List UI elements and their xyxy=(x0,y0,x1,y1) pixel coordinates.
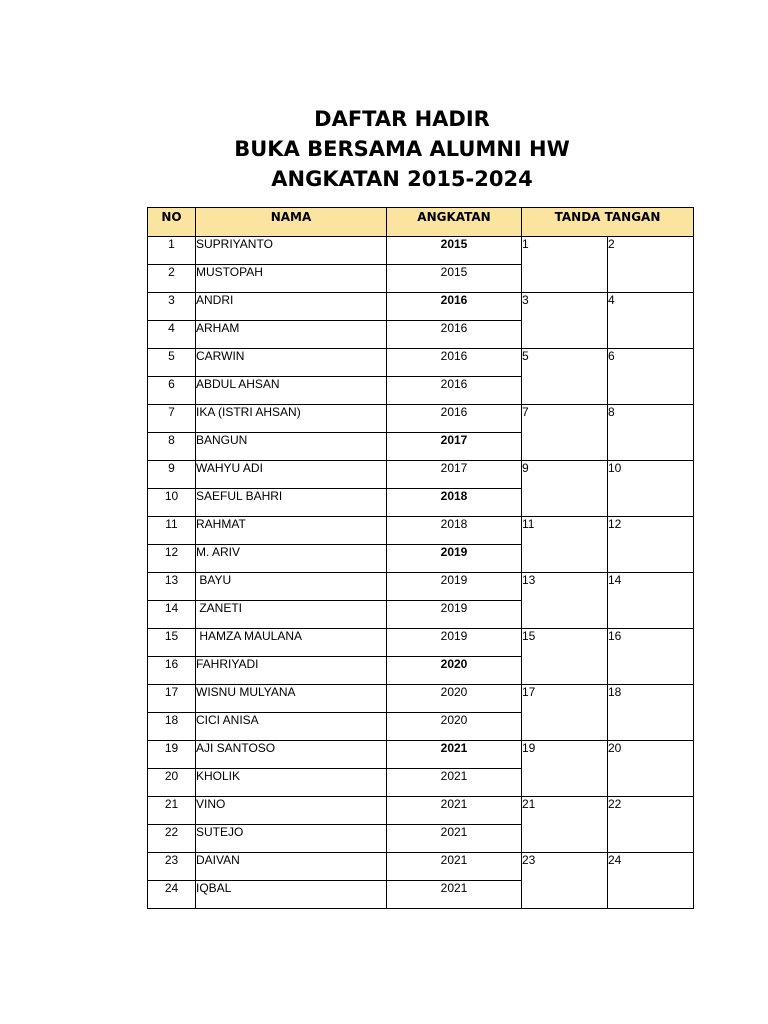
attendee-year: 2021 xyxy=(387,825,522,853)
attendee-name: MUSTOPAH xyxy=(196,265,387,293)
table-row xyxy=(148,237,694,265)
row-number: 9 xyxy=(148,461,196,489)
attendee-year: 2015 xyxy=(387,265,522,293)
signature-cell[interactable]: 10 xyxy=(608,461,694,517)
row-number: 18 xyxy=(148,713,196,741)
row-number: 11 xyxy=(148,517,196,545)
signature-cell[interactable]: 1 xyxy=(522,237,608,293)
attendee-year: 2019 xyxy=(387,573,522,601)
row-number: 22 xyxy=(148,825,196,853)
signature-cell[interactable]: 11 xyxy=(522,517,608,573)
attendee-name: DAIVAN xyxy=(196,853,387,881)
table-row xyxy=(148,461,694,489)
signature-cell[interactable]: 6 xyxy=(608,349,694,405)
attendee-year: 2016 xyxy=(387,321,522,349)
table-header-row xyxy=(148,208,694,237)
attendee-name: WAHYU ADI xyxy=(196,461,387,489)
attendee-year: 2021 xyxy=(387,797,522,825)
table-row xyxy=(148,629,694,657)
attendee-year: 2021 xyxy=(387,741,522,769)
attendee-name: ANDRI xyxy=(196,293,387,321)
signature-cell[interactable]: 21 xyxy=(522,797,608,853)
table-row xyxy=(148,685,694,713)
row-number: 1 xyxy=(148,237,196,265)
attendee-year: 2020 xyxy=(387,657,522,685)
attendee-name: ABDUL AHSAN xyxy=(196,377,387,405)
row-number: 16 xyxy=(148,657,196,685)
attendee-year: 2019 xyxy=(387,545,522,573)
attendee-year: 2017 xyxy=(387,433,522,461)
attendee-name: ARHAM xyxy=(196,321,387,349)
title-line-2: BUKA BERSAMA ALUMNI HW xyxy=(234,137,570,161)
attendee-name: HAMZA MAULANA xyxy=(196,629,387,657)
signature-cell[interactable]: 7 xyxy=(522,405,608,461)
signature-cell[interactable]: 3 xyxy=(522,293,608,349)
attendee-name: BANGUN xyxy=(196,433,387,461)
table-row xyxy=(148,797,694,825)
signature-cell[interactable]: 5 xyxy=(522,349,608,405)
row-number: 13 xyxy=(148,573,196,601)
attendee-year: 2016 xyxy=(387,349,522,377)
row-number: 4 xyxy=(148,321,196,349)
attendee-year: 2020 xyxy=(387,685,522,713)
attendee-year: 2016 xyxy=(387,293,522,321)
table-row xyxy=(148,293,694,321)
row-number: 7 xyxy=(148,405,196,433)
header-no: NO xyxy=(148,208,196,237)
table-row xyxy=(148,405,694,433)
attendee-name: ZANETI xyxy=(196,601,387,629)
attendee-name: SUPRIYANTO xyxy=(196,237,387,265)
attendee-year: 2018 xyxy=(387,517,522,545)
table-row xyxy=(148,853,694,881)
attendee-name: BAYU xyxy=(196,573,387,601)
row-number: 21 xyxy=(148,797,196,825)
attendee-name: RAHMAT xyxy=(196,517,387,545)
row-number: 12 xyxy=(148,545,196,573)
table-row xyxy=(148,349,694,377)
header-signature: TANDA TANGAN xyxy=(522,208,694,237)
attendee-name: KHOLIK xyxy=(196,769,387,797)
row-number: 5 xyxy=(148,349,196,377)
row-number: 2 xyxy=(148,265,196,293)
row-number: 3 xyxy=(148,293,196,321)
signature-cell[interactable]: 9 xyxy=(522,461,608,517)
attendee-year: 2021 xyxy=(387,769,522,797)
row-number: 24 xyxy=(148,881,196,909)
attendee-year: 2019 xyxy=(387,601,522,629)
signature-cell[interactable]: 2 xyxy=(608,237,694,293)
row-number: 8 xyxy=(148,433,196,461)
title-line-3: ANGKATAN 2015-2024 xyxy=(271,167,533,191)
title-line-1: DAFTAR HADIR xyxy=(314,107,490,131)
signature-cell[interactable]: 16 xyxy=(608,629,694,685)
signature-cell[interactable]: 13 xyxy=(522,573,608,629)
attendee-name: SAEFUL BAHRI xyxy=(196,489,387,517)
attendee-year: 2018 xyxy=(387,489,522,517)
header-name: NAMA xyxy=(196,208,387,237)
attendee-name: AJI SANTOSO xyxy=(196,741,387,769)
row-number: 10 xyxy=(148,489,196,517)
attendee-year: 2021 xyxy=(387,853,522,881)
attendee-name: IKA (ISTRI AHSAN) xyxy=(196,405,387,433)
attendee-year: 2015 xyxy=(387,237,522,265)
signature-cell[interactable]: 19 xyxy=(522,741,608,797)
table-row xyxy=(148,573,694,601)
signature-cell[interactable]: 8 xyxy=(608,405,694,461)
row-number: 15 xyxy=(148,629,196,657)
attendee-name: IQBAL xyxy=(196,881,387,909)
row-number: 14 xyxy=(148,601,196,629)
row-number: 23 xyxy=(148,853,196,881)
attendee-name: WISNU MULYANA xyxy=(196,685,387,713)
attendee-name: M. ARIV xyxy=(196,545,387,573)
row-number: 19 xyxy=(148,741,196,769)
table-body xyxy=(148,237,694,909)
attendee-year: 2021 xyxy=(387,881,522,909)
attendee-name: CICI ANISA xyxy=(196,713,387,741)
signature-cell[interactable]: 17 xyxy=(522,685,608,741)
attendee-name: SUTEJO xyxy=(196,825,387,853)
table-row xyxy=(148,517,694,545)
row-number: 6 xyxy=(148,377,196,405)
attendee-year: 2016 xyxy=(387,405,522,433)
document-title xyxy=(0,104,768,194)
header-year: ANGKATAN xyxy=(387,208,522,237)
row-number: 20 xyxy=(148,769,196,797)
attendance-table xyxy=(147,207,694,909)
table-row xyxy=(148,741,694,769)
row-number: 17 xyxy=(148,685,196,713)
attendee-year: 2016 xyxy=(387,377,522,405)
signature-cell[interactable]: 18 xyxy=(608,685,694,741)
signature-cell[interactable]: 24 xyxy=(608,853,694,909)
attendee-year: 2019 xyxy=(387,629,522,657)
attendee-name: CARWIN xyxy=(196,349,387,377)
attendee-year: 2017 xyxy=(387,461,522,489)
signature-cell[interactable]: 15 xyxy=(522,629,608,685)
signature-cell[interactable]: 12 xyxy=(608,517,694,573)
attendee-name: VINO xyxy=(196,797,387,825)
signature-cell[interactable]: 23 xyxy=(522,853,608,909)
signature-cell[interactable]: 20 xyxy=(608,741,694,797)
signature-cell[interactable]: 14 xyxy=(608,573,694,629)
signature-cell[interactable]: 4 xyxy=(608,293,694,349)
signature-cell[interactable]: 22 xyxy=(608,797,694,853)
attendee-name: FAHRIYADI xyxy=(196,657,387,685)
attendee-year: 2020 xyxy=(387,713,522,741)
